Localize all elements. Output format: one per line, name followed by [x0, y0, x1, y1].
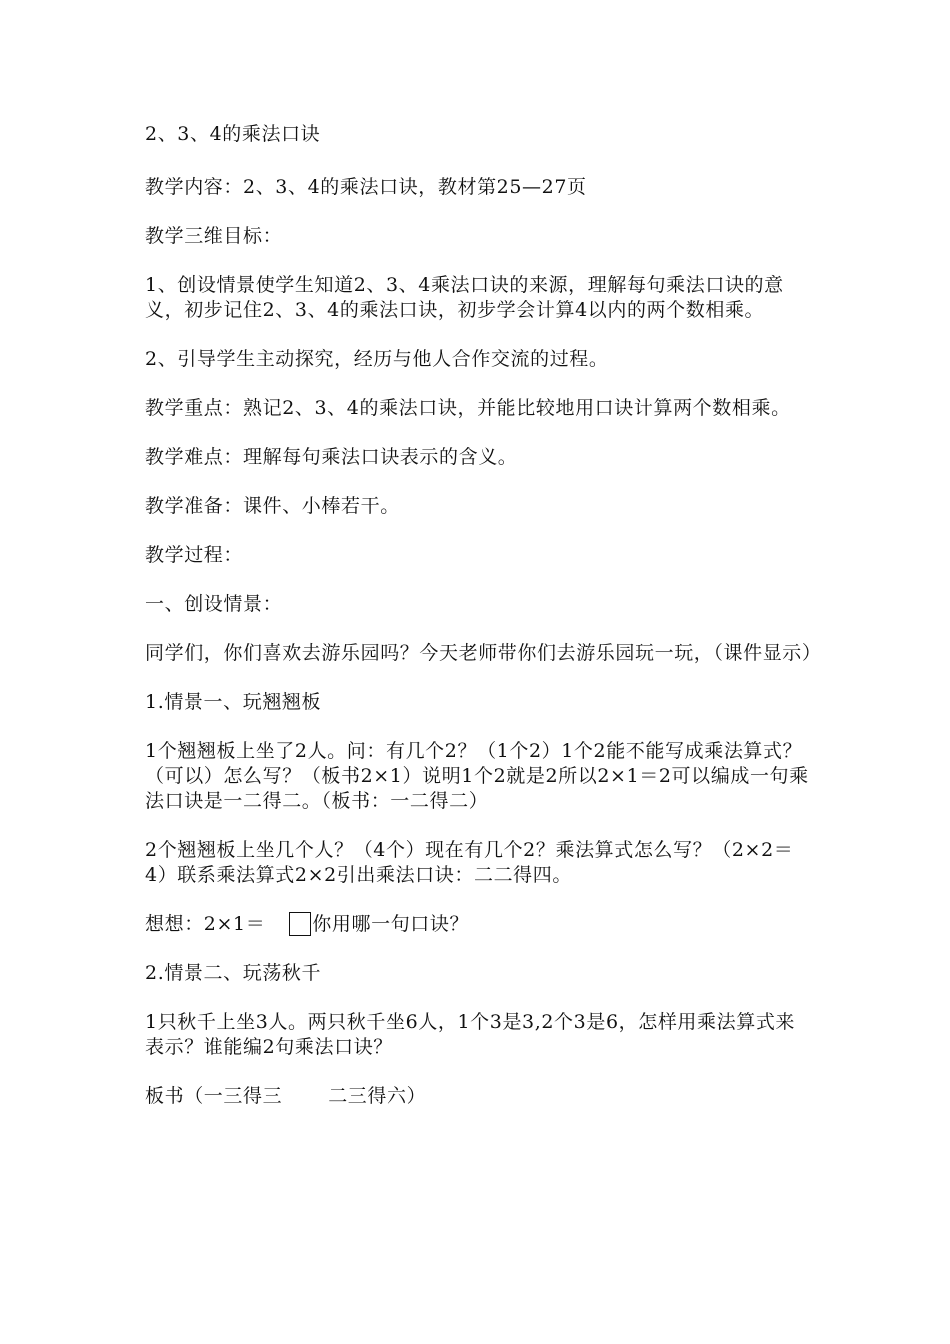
document-page	[145, 122, 822, 1133]
board-line	[145, 1084, 813, 1109]
scene-paragraph: 1只秋千上坐3人。两只秋千坐6人，1个3是3,2个3是6，怎样用乘法算式来表示？谁能编2句乘法口诀？	[145, 1011, 796, 1058]
think-suffix: 你用哪一句口诀？	[312, 913, 470, 935]
think-prefix: 想想：2×1＝	[145, 913, 266, 935]
goal-item: 1、创设情景使学生知道2、3、4乘法口诀的来源，理解每句乘法口诀的意义，初步记住2、3、4的乘法口诀，初步学会计算4以内的两个数相乘。	[145, 274, 784, 321]
think-line	[145, 912, 813, 937]
teaching-content: 教学内容：2、3、4的乘法口诀，教材第25—27页	[145, 176, 587, 198]
scene-heading: 2.情景二、玩荡秋千	[145, 962, 322, 984]
key-point: 教学重点：熟记2、3、4的乘法口诀，并能比较地用口诀计算两个数相乘。	[145, 397, 791, 419]
intro-paragraph: 同学们，你们喜欢去游乐园吗？今天老师带你们去游乐园玩一玩，（课件显示）	[145, 642, 822, 664]
answer-box	[289, 912, 311, 936]
section-heading: 一、创设情景：	[145, 593, 283, 615]
scene-paragraph: 2个翘翘板上坐几个人？（4个）现在有几个2？乘法算式怎么写？（2×2＝4）联系乘法算式2×2引出乘法口诀：二二得四。	[145, 839, 794, 886]
difficulty: 教学难点：理解每句乘法口诀表示的含义。	[145, 446, 518, 468]
board-prefix: 板书（一三得三	[145, 1085, 283, 1107]
scene-heading: 1.情景一、玩翘翘板	[145, 691, 322, 713]
board-suffix: 二三得六）	[328, 1085, 427, 1107]
preparation: 教学准备：课件、小棒若干。	[145, 495, 400, 517]
process-heading: 教学过程：	[145, 544, 244, 566]
document-title: 2、3、4的乘法口诀	[145, 123, 321, 145]
goal-item: 2、引导学生主动探究，经历与他人合作交流的过程。	[145, 348, 609, 370]
scene-paragraph: 1个翘翘板上坐了2人。问：有几个2？（1个2）1个2能不能写成乘法算式？（可以）怎么写？（板书2×1）说明1个2就是2所以2×1＝2可以编成一句乘法口诀是一二得二。（板书：一二得二）	[145, 740, 809, 812]
goals-heading: 教学三维目标：	[145, 225, 283, 247]
